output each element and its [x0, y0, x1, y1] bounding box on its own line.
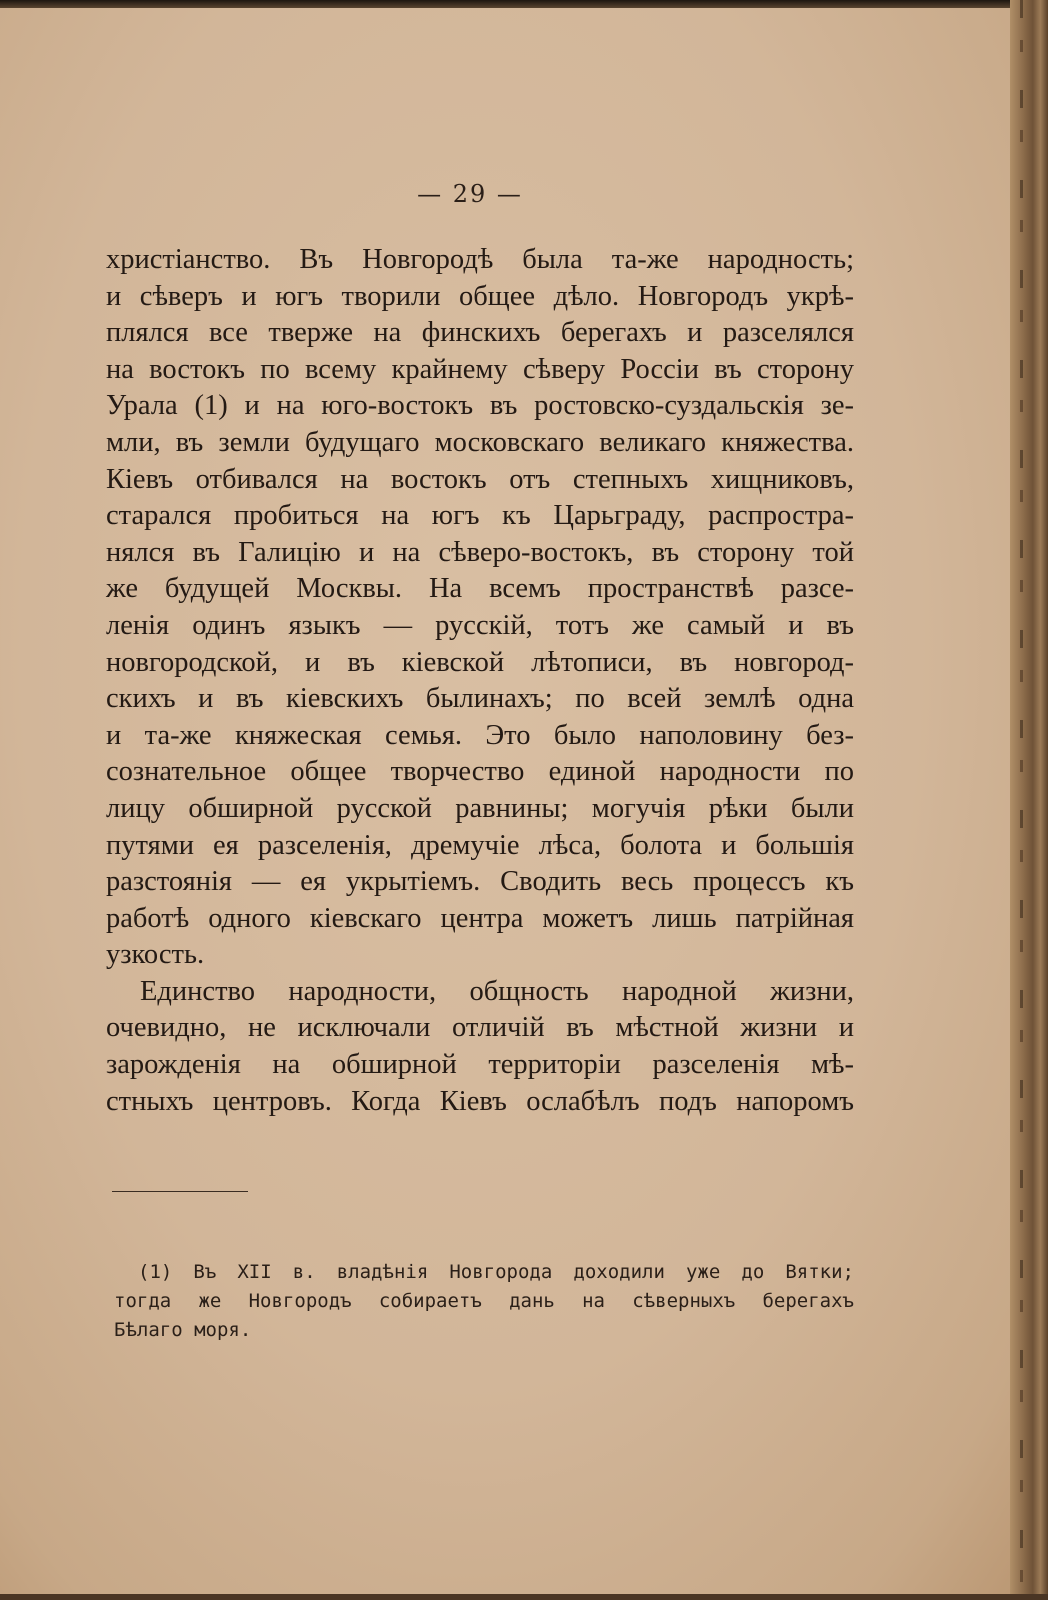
footnote — [114, 1258, 854, 1345]
text-line: старался пробиться на югъ къ Царьграду, распростра- — [106, 500, 854, 532]
text-line: Кіевъ отбивался на востокъ отъ степныхъ хищниковъ, — [106, 463, 854, 495]
footnote-line: Бѣлаго моря. — [114, 1319, 252, 1341]
text-line: очевидно, не исключали отличій въ мѣстной жизни и — [106, 1012, 854, 1044]
footnote-line: тогда же Новгородъ собираетъ дань на сѣверныхъ берегахъ — [114, 1290, 854, 1312]
text-line: сознательное общее творчество единой народности по — [106, 756, 854, 788]
text-line: новгородской, и въ кіевской лѣтописи, въ новгород- — [106, 646, 854, 678]
page-top-edge — [0, 0, 1048, 8]
text-line: работѣ одного кіевскаго центра можетъ лишь патрійная — [106, 902, 854, 934]
book-spine-edge — [1010, 0, 1048, 1600]
page-bottom-edge — [0, 1594, 1048, 1600]
text-line: путями ея разселенія, дремучіе лѣса, болота и большія — [106, 829, 854, 861]
text-line: ленія одинъ языкъ — русскій, тотъ же самый и въ — [106, 609, 854, 641]
text-line-paragraph-start: Единство народности, общность народной жизни, — [140, 975, 854, 1007]
text-line: Урала (1) и на юго-востокъ въ ростовско-суздальскія зе- — [106, 390, 854, 422]
text-line: зарожденія на обширной территоріи разселенія мѣ- — [106, 1049, 854, 1081]
text-line: же будущей Москвы. На всемъ пространствѣ разсе- — [106, 573, 854, 605]
text-line-paragraph-end: узкость. — [106, 939, 205, 971]
text-line: плялся все тверже на финскихъ берегахъ и разселялся — [106, 317, 854, 349]
body-text — [106, 242, 854, 1120]
text-line: нялся въ Галицію и на сѣверо-востокъ, въ сторону той — [106, 536, 854, 568]
text-line: стныхъ центровъ. Когда Кіевъ ослабѣлъ подъ напоромъ — [106, 1085, 854, 1117]
text-line: и сѣверъ и югъ творили общее дѣло. Новгородъ укрѣ- — [106, 280, 854, 312]
text-line: скихъ и въ кіевскихъ былинахъ; по всей землѣ одна — [106, 683, 854, 715]
footnote-divider — [112, 1191, 248, 1192]
text-line: на востокъ по всему крайнему сѣверу Россіи въ сторону — [106, 353, 854, 385]
text-line: и та-же княжеская семья. Это было наполовину без- — [106, 719, 854, 751]
text-line: христіанство. Въ Новгородѣ была та-же народность; — [106, 244, 854, 275]
page-number: — 29 — — [417, 180, 523, 208]
footnote-line: (1) Въ XII в. владѣнія Новгорода доходили уже до Вятки; — [138, 1261, 854, 1283]
text-line: лицу обширной русской равнины; могучія рѣки были — [106, 792, 854, 824]
text-line: разстоянія — ея укрытіемъ. Сводить весь процессъ къ — [106, 866, 854, 898]
text-line: мли, въ земли будущаго московскаго великаго княжества. — [106, 426, 854, 458]
